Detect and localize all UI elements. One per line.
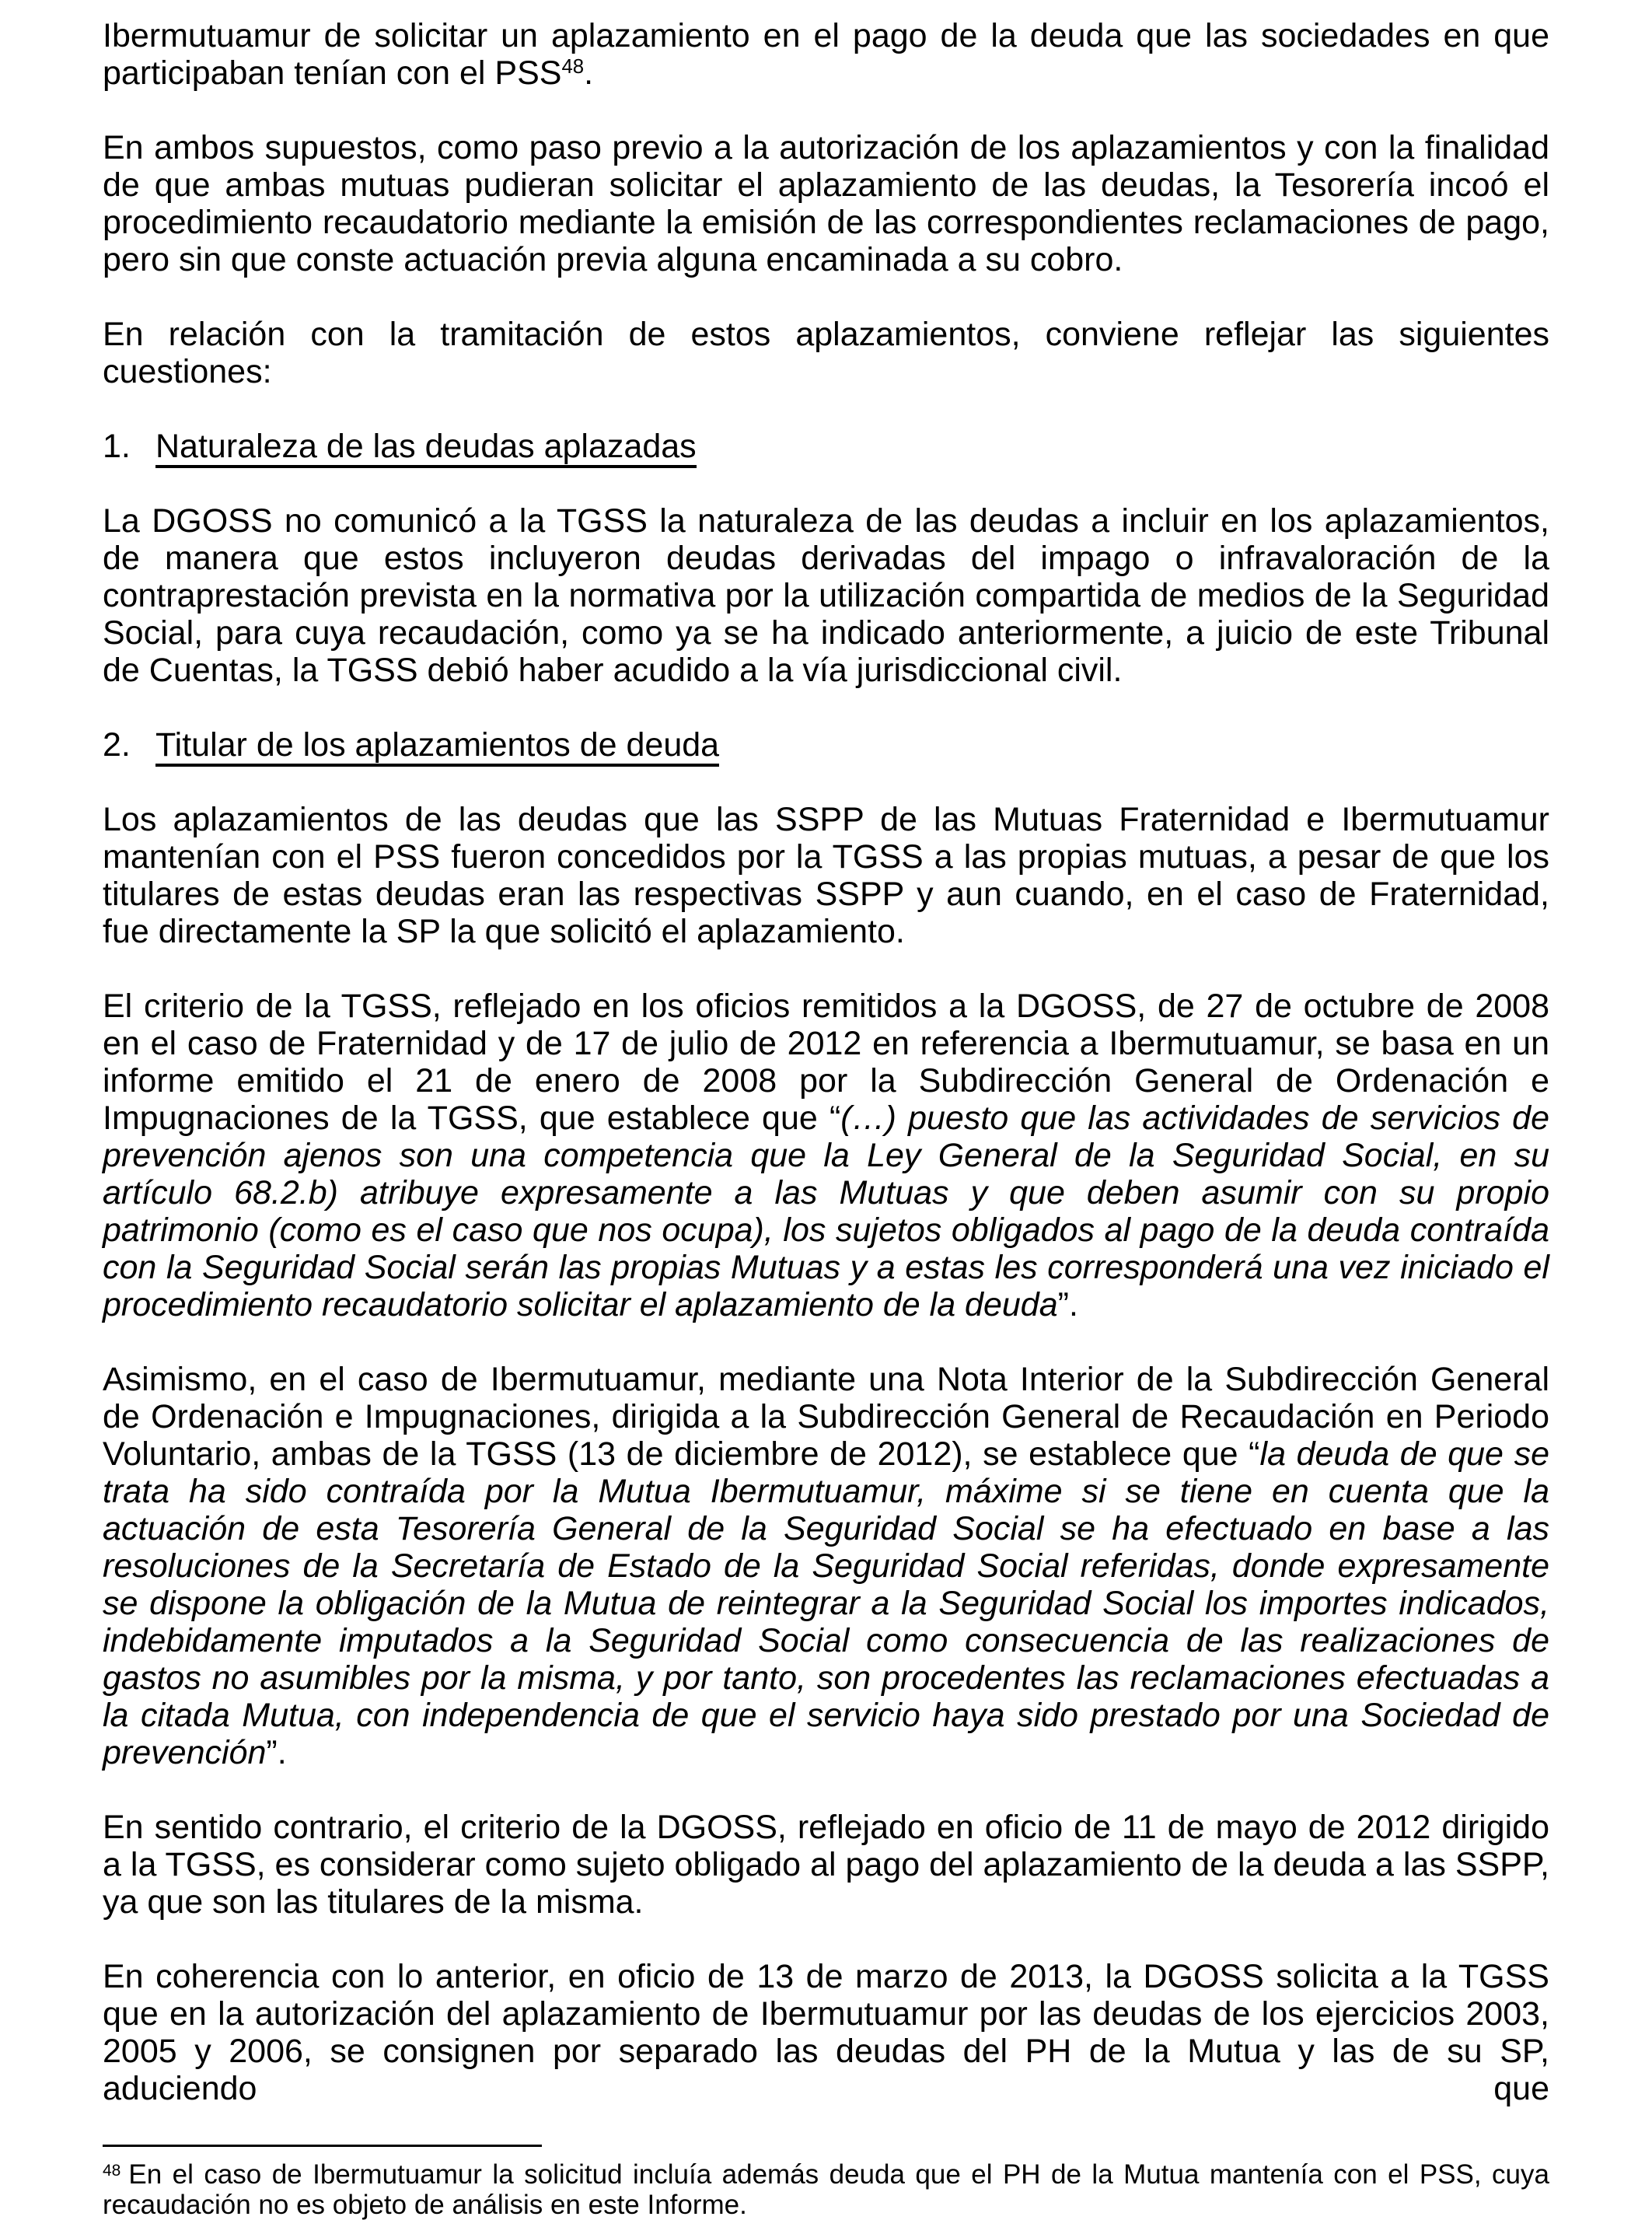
heading-1-number: 1. [103, 428, 131, 465]
text-run: Asimismo, en el caso de Ibermutuamur, mediante una Nota Interior de la Subdirección General de Ordenación e Impugnaciones, dirigida a la Subdirección General de Recaudación en Periodo Voluntario, ambas de la TGSS (13 de diciembre de 2012), se establece que “ [103, 1361, 1549, 1473]
text-run: Ibermutuamur de solicitar un aplazamiento en el pago de la deuda que las sociedades en que participaban tenían con el PSS [103, 17, 1549, 92]
paragraph-el-criterio-tgss [103, 988, 1549, 1323]
paragraph-en-coherencia [103, 1958, 1549, 2107]
paragraph-en-relacion-tramitacion [103, 316, 1549, 390]
paragraph-asimismo-nota-interior [103, 1361, 1549, 1771]
text-run: El criterio de la TGSS, reflejado en los oficios remitidos a la DGOSS, de 27 de octubre de 2008 en el caso de Fraternidad y de 17 de julio de 2012 en referencia a Ibermutuamur, se basa en un informe emitido el 21 de enero de 2008 por la Subdirección General de Ordenación e Impugnaciones de la TGSS, que establece que “ [103, 988, 1549, 1137]
heading-2-number: 2. [103, 726, 131, 764]
text-run: En ambos supuestos, como paso previo a la autorización de los aplazamientos y con la finalidad de que ambas mutuas pudieran solicitar el aplazamiento de las deudas, la Tesorería incoó el procedimiento recaudatorio mediante la emisión de las correspondientes reclamaciones de pago, pero sin que conste actuación previa alguna encaminada a su cobro. [103, 129, 1549, 278]
heading-1-title: Naturaleza de las deudas aplazadas [155, 428, 697, 468]
footnote-48-marker: 48 [103, 2161, 121, 2180]
heading-2-title: Titular de los aplazamientos de deuda [155, 726, 719, 767]
paragraph-en-ambos-supuestos [103, 129, 1549, 278]
text-run: La DGOSS no comunicó a la TGSS la naturaleza de las deudas a incluir en los aplazamientos, de manera que estos incluyeron deudas derivadas del impago o infravaloración de la contraprestación prevista en la normativa por la utilización compartida de medios de la Seguridad Social, para cuya recaudación, como ya se ha indicado anteriormente, a juicio de este Tribunal de Cuentas, la TGSS debió haber acudido a la vía jurisdiccional civil. [103, 502, 1549, 689]
paragraph-los-aplazamientos [103, 801, 1549, 950]
text-run: En relación con la tramitación de estos aplazamientos, conviene reflejar las siguientes cuestiones: [103, 316, 1549, 390]
footnote-48-text: En el caso de Ibermutuamur la solicitud incluía además deuda que el PH de la Mutua mantenía con el PSS, cuya recaudación no es objeto de análisis en este Informe. [103, 2159, 1549, 2220]
section-heading-2 [103, 726, 1549, 764]
footnote-48 [103, 2159, 1549, 2220]
paragraph-continuation-ibermutuamur [103, 17, 1549, 92]
paragraph-en-sentido-contrario [103, 1809, 1549, 1921]
text-run: ”. [266, 1734, 287, 1771]
footnote-separator-rule [103, 2145, 542, 2147]
text-run: ”. [1057, 1286, 1078, 1323]
superscript-footnote-ref: 48 [561, 55, 585, 78]
text-run: Los aplazamientos de las deudas que las SSPP de las Mutuas Fraternidad e Ibermutuamur mantenían con el PSS fueron concedidos por la TGSS a las propias mutuas, a pesar de que los titulares de estas deudas eran las respectivas SSPP y aun cuando, en el caso de Fraternidad, fue directamente la SP la que solicitó el aplazamiento. [103, 801, 1549, 950]
italic-quote-run: la deuda de que se trata ha sido contraída por la Mutua Ibermutuamur, máxime si se tiene en cuenta que la actuación de esta Tesorería General de la Seguridad Social se ha efectuado en base a las resoluciones de la Secretaría de Estado de la Seguridad Social referidas, donde expresamente se dispone la obligación de la Mutua de reintegrar a la Seguridad Social los importes indicados, indebidamente imputados a la Seguridad Social como consecuencia de las realizaciones de gastos no asumibles por la misma, y por tanto, son procedentes las reclamaciones efectuadas a la citada Mutua, con independencia de que el servicio haya sido prestado por una Sociedad de prevención [103, 1435, 1549, 1771]
text-run: . [584, 54, 594, 92]
paragraph-la-dgoss-no-comunico [103, 502, 1549, 689]
section-heading-1 [103, 428, 1549, 465]
italic-quote-run: (…) puesto que las actividades de servicios de prevención ajenos son una competencia que la Ley General de la Seguridad Social, en su artículo 68.2.b) atribuye expresamente a las Mutuas y que deben asumir con su propio patrimonio (como es el caso que nos ocupa), los sujetos obligados al pago de la deuda contraída con la Seguridad Social serán las propias Mutuas y a estas les corresponderá una vez iniciado el procedimiento recaudatorio solicitar el aplazamiento de la deuda [103, 1100, 1549, 1323]
text-run: En coherencia con lo anterior, en oficio de 13 de marzo de 2013, la DGOSS solicita a la TGSS que en la autorización del aplazamiento de Ibermutuamur por las deudas de los ejercicios 2003, 2005 y 2006, se consignen por separado las deudas del PH de la Mutua y las de su SP, aduciendo que [103, 1958, 1549, 2107]
text-run: En sentido contrario, el criterio de la DGOSS, reflejado en oficio de 11 de mayo de 2012 dirigido a la TGSS, es considerar como sujeto obligado al pago del aplazamiento de la deuda a las SSPP, ya que son las titulares de la misma. [103, 1809, 1549, 1921]
